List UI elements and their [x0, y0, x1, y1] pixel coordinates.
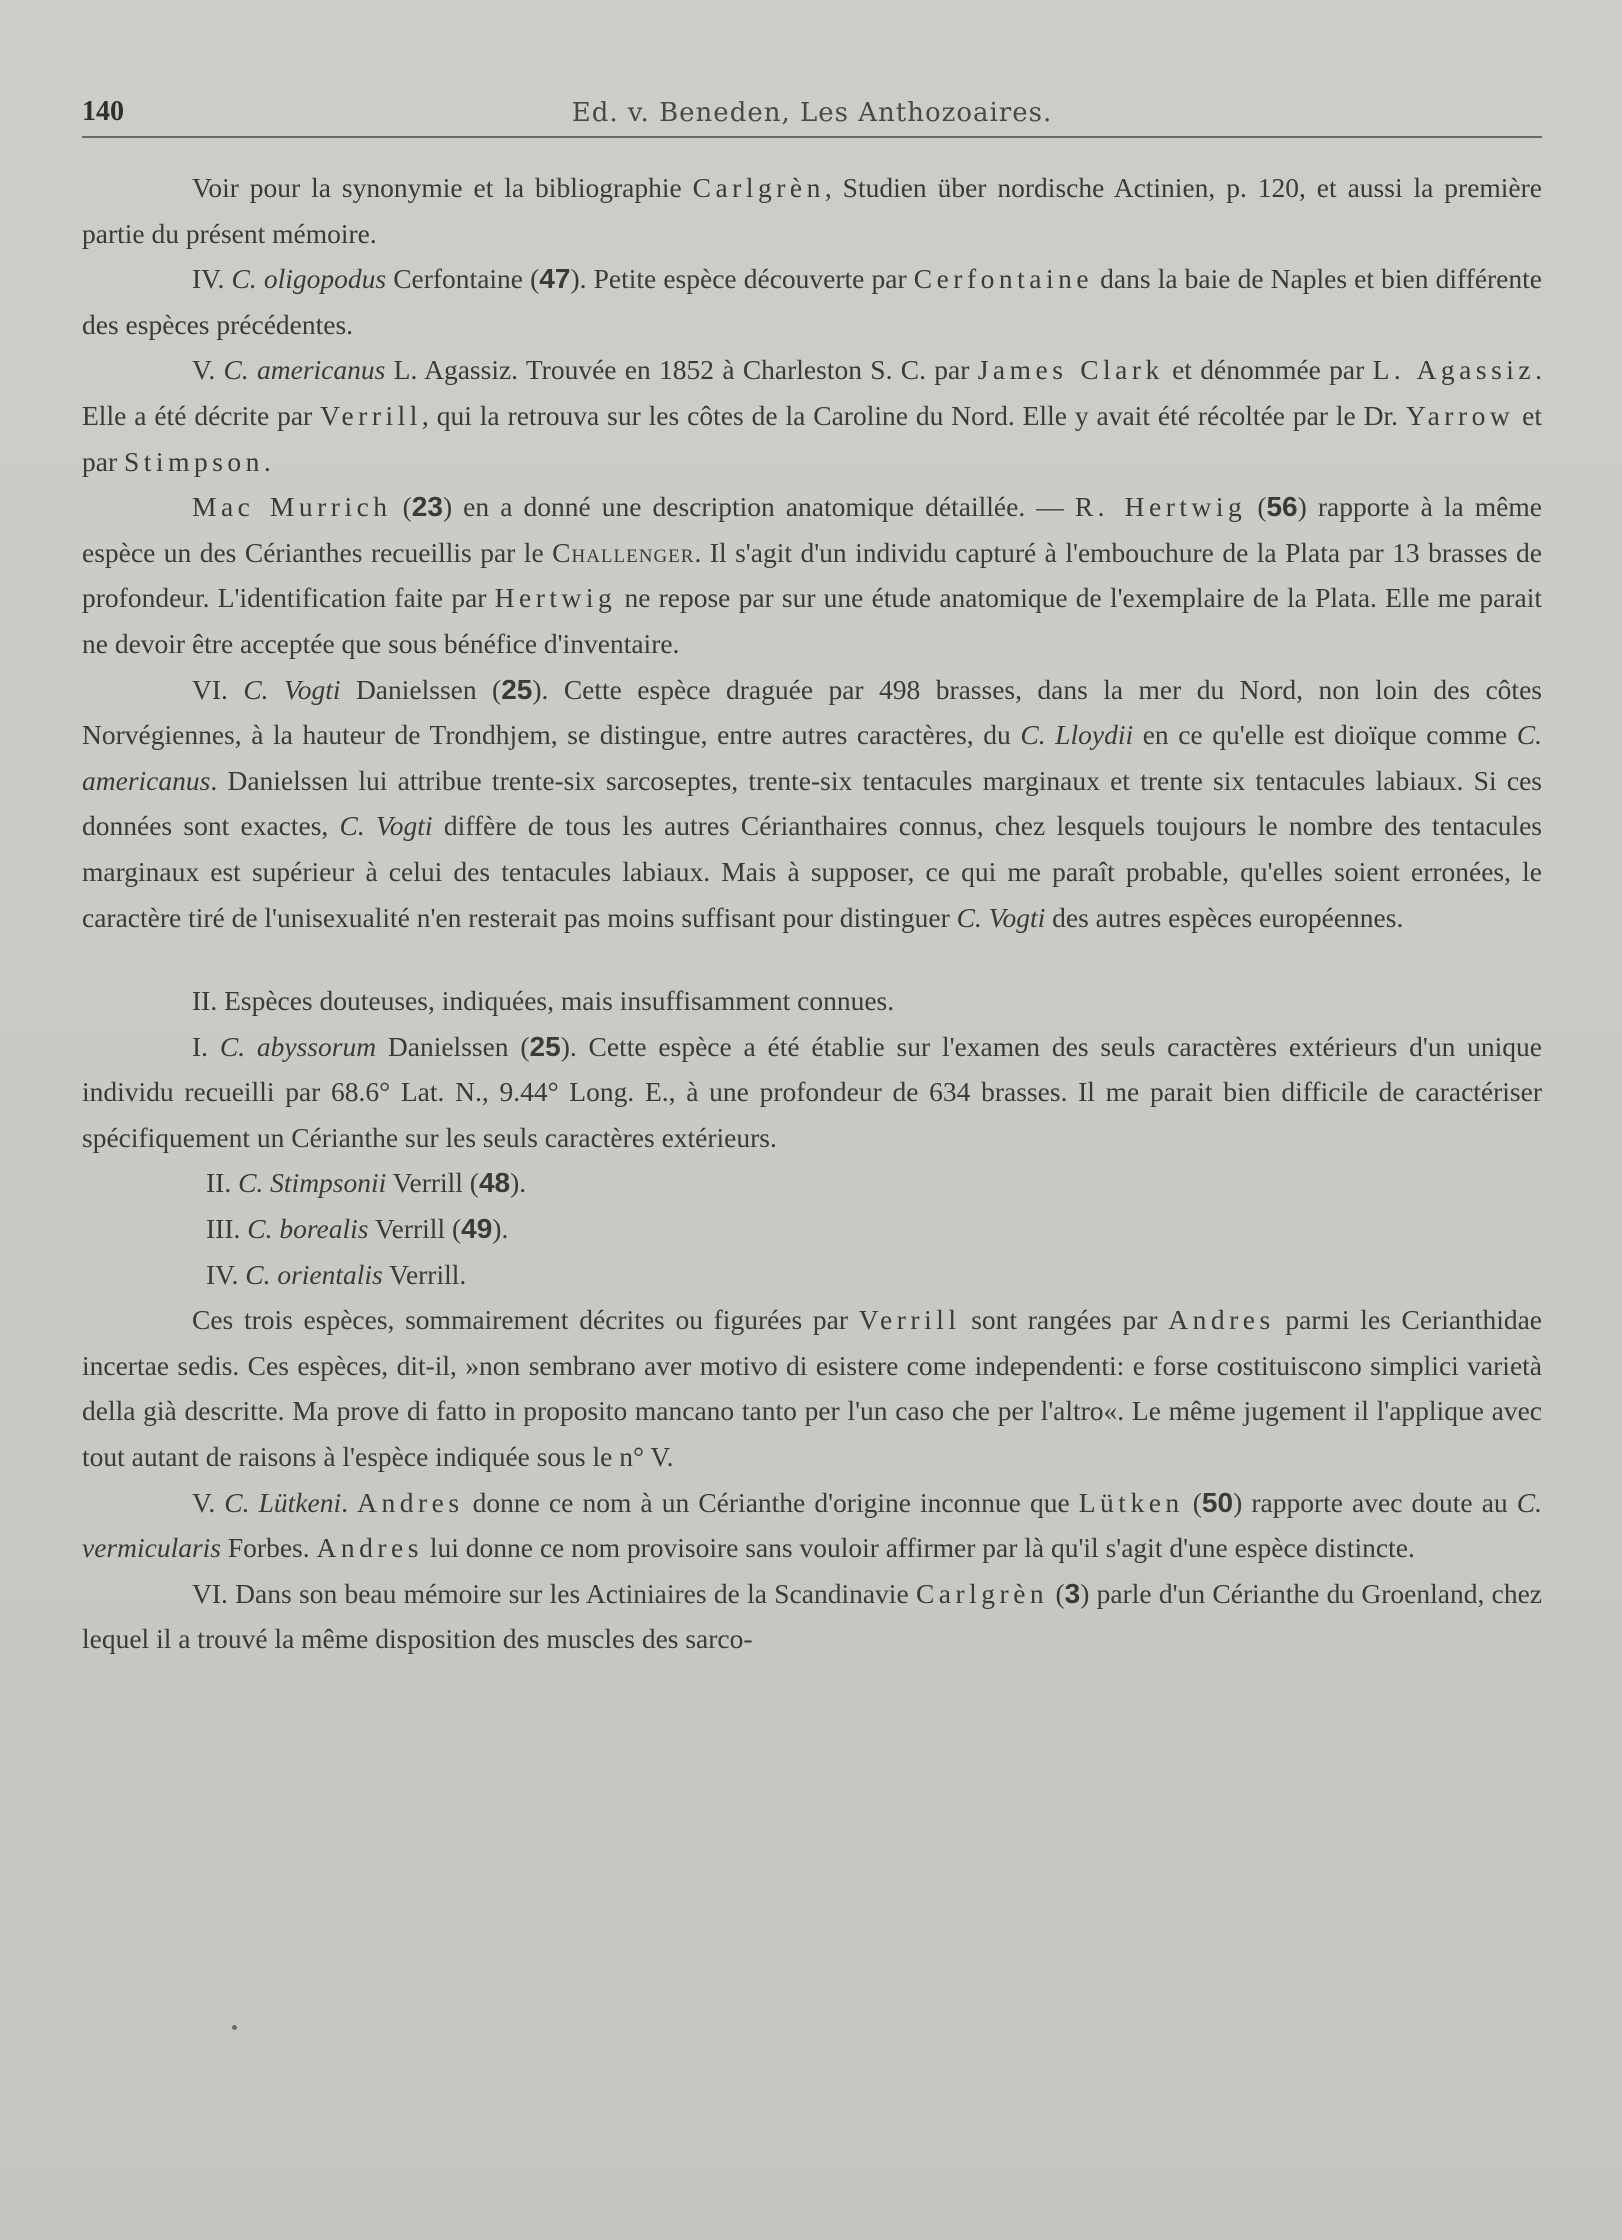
paragraph	[82, 1024, 1542, 1161]
text-run: . Elle a été décrite par	[82, 354, 1543, 431]
taxon-name: C. Vogti	[956, 901, 1046, 933]
print-speck	[232, 2025, 237, 2030]
taxon-name: C. orientalis	[245, 1258, 383, 1290]
text-run: III.	[206, 1213, 248, 1245]
text-run: Ces trois espèces, sommairement décrites ou figurées par	[192, 1304, 859, 1336]
text-run: Verrill (	[386, 1167, 479, 1199]
taxon-name: C. Lloydii	[1020, 719, 1134, 751]
author-name: L. Agassiz	[1372, 354, 1536, 386]
text-run: Challenger	[552, 536, 695, 568]
author-name: Lütken	[1078, 1486, 1184, 1518]
paragraph	[82, 1160, 1542, 1206]
author-name: James Clark	[977, 354, 1164, 386]
text-run: . Il s'agit d'un individu capturé à l'embouchure de la Plata par 13 brasses de profondeur. L'identification faite par	[82, 536, 1542, 614]
author-name: Carlgrèn	[915, 1577, 1049, 1609]
paragraph	[82, 1571, 1542, 1662]
author-name: Andres	[1168, 1304, 1275, 1336]
paragraph	[82, 1252, 1542, 1298]
text-run: II.	[206, 1167, 239, 1199]
text-run: ) rapporte avec doute au	[1233, 1486, 1517, 1518]
paragraph	[82, 667, 1542, 941]
taxon-name: C. Lütkeni	[224, 1486, 342, 1518]
text-run: (	[1246, 491, 1267, 523]
text-run: , qui la retrouva sur les côtes de la Caroline du Nord. Elle y avait été récoltée par le Dr.	[421, 399, 1406, 431]
text-run: (	[391, 491, 412, 523]
taxon-name: C. Vogti	[243, 673, 341, 705]
text-run: ) parle d'un Cérianthe du Groenland, chez lequel il a trouvé la même disposition des muscles des sarco-	[82, 1577, 1542, 1655]
reference-number: 49	[461, 1213, 493, 1245]
author-name: Mac Murrich	[192, 491, 392, 523]
reference-number: 56	[1266, 491, 1298, 523]
paragraph	[82, 347, 1542, 484]
text-run: ). Cette espèce draguée par 498 brasses, dans la mer du Nord, non loin des côtes Norvégiennes, à la hauteur de Trondhjem, se distingue, entre autres caractères, du	[82, 673, 1542, 751]
taxon-name: C. Stimpsonii	[238, 1167, 387, 1199]
text-run: II. Espèces douteuses, indiquées, mais insuffisamment connues.	[192, 985, 895, 1017]
paragraph	[82, 978, 1542, 1024]
text-run: ).	[492, 1213, 509, 1245]
author-name: R. Hertwig	[1074, 491, 1247, 523]
taxon-name: C. borealis	[247, 1213, 369, 1245]
taxon-name: C. americanus	[223, 354, 386, 386]
text-run: ) en a donné une description anatomique détaillée. —	[442, 491, 1075, 523]
paragraph	[82, 484, 1542, 666]
author-name: Andres	[357, 1486, 464, 1518]
text-run: lui donne ce nom provisoire sans vouloir affirmer par là qu'il s'agit d'une espèce distincte.	[422, 1532, 1415, 1564]
text-run: sont rangées par	[960, 1304, 1169, 1336]
reference-number: 3	[1064, 1577, 1081, 1609]
paragraph	[82, 1206, 1542, 1252]
taxon-name: C. Vogti	[339, 810, 433, 842]
text-run: , Studien über nordische Actinien, p. 120, et aussi la première partie du présent mémoire.	[82, 172, 1542, 249]
text-run: V.	[192, 1486, 225, 1518]
text-run: .	[341, 1486, 358, 1518]
paragraph	[82, 256, 1542, 347]
text-run: Danielssen (	[340, 673, 502, 705]
page-number: 140	[82, 96, 124, 127]
text-run: I.	[192, 1030, 220, 1062]
reference-number: 25	[501, 673, 533, 705]
text-run: ) rapporte à la même espèce un des Cérianthes recueillis par le	[82, 491, 1542, 568]
text-run: IV.	[206, 1258, 246, 1290]
text-run: (	[1048, 1577, 1065, 1609]
taxon-name: C. abyssorum	[219, 1030, 377, 1062]
author-name: Verrill	[320, 399, 422, 431]
reference-number: 23	[411, 491, 443, 523]
reference-number: 50	[1201, 1486, 1234, 1518]
text-run: des autres espèces européennes.	[1045, 901, 1404, 933]
author-name: Stimpson	[124, 445, 264, 477]
text-run: donne ce nom à un Cérianthe d'origine inconnue que	[463, 1486, 1079, 1518]
taxon-name: C. americanus	[82, 719, 1543, 796]
text-run: parmi les Cerianthidae incertae sedis. Ces espèces, dit-il, »non sembrano aver motivo di esistere come independenti: e forse costituiscono simplici varietà della già descritte. Ma prove di fatto in proposito mancano tanto per l'un caso che per l'altro«. Le même jugement il l'applique avec tout autant de raisons à l'espèce indiquée sous le n° V.	[82, 1304, 1542, 1473]
reference-number: 25	[529, 1030, 561, 1062]
reference-number: 47	[539, 263, 571, 295]
paragraph	[82, 1480, 1542, 1571]
text-run: L. Agassiz. Trouvée en 1852 à Charleston S. C. par	[385, 354, 978, 386]
author-name: Verrill	[858, 1304, 961, 1336]
text-run: Cerfontaine (	[386, 263, 540, 295]
taxon-name: C. oligopodus	[231, 263, 387, 295]
paragraph	[82, 165, 1542, 256]
running-head: Ed. v. Beneden, Les Anthozoaires.	[571, 98, 1053, 128]
text-run: IV.	[192, 263, 232, 295]
author-name: Hertwig	[494, 582, 617, 614]
text-run: ). Cette espèce a été établie sur l'examen des seuls caractères extérieurs d'un unique individu recueilli par 68.6° Lat. N., 9.44° Long. E., à une profondeur de 634 brasses. Il me parait bien difficile de caractériser spécifiquement un Cérianthe sur les seuls caractères extérieurs.	[82, 1030, 1542, 1153]
reference-number: 48	[478, 1167, 511, 1199]
text-run: . Danielssen lui attribue trente-six sarcoseptes, trente-six tentacules marginaux et trente six tentacules labiaux. Si ces données sont exactes,	[82, 764, 1542, 842]
text-run: Danielssen (	[376, 1030, 530, 1062]
taxon-name: C. vermicularis	[82, 1486, 1542, 1564]
author-name: Yarrow	[1405, 399, 1515, 431]
text-run: dans la baie de Naples et bien différente des espèces précédentes.	[82, 263, 1542, 340]
page-header	[82, 92, 1542, 138]
text-run: V.	[192, 354, 224, 386]
body-text	[82, 165, 1542, 1662]
text-run: et par	[82, 399, 1542, 477]
author-name: Andres	[316, 1532, 423, 1564]
paragraph	[82, 1297, 1542, 1479]
text-run: (	[1183, 1486, 1202, 1518]
text-run: diffère de tous les autres Cérianthaires connus, chez lesquels toujours le nombre des tentacules marginaux est supérieur à celui des tentacules labiaux. Mais à supposer, ce qui me paraît probable, qu'elles soient erronées, le caractère tiré de l'unisexualité n'en resterait pas moins suffisant pour distinguer	[82, 810, 1542, 933]
text-run: Verrill (	[368, 1213, 462, 1245]
text-run: en ce qu'elle est dioïque comme	[1133, 719, 1517, 751]
text-run: VI.	[192, 673, 244, 705]
text-run: Forbes.	[221, 1532, 317, 1564]
text-run: et dénommée par	[1163, 354, 1373, 386]
text-run: ne repose par sur une étude anatomique de l'exemplaire de la Plata. Elle me parait ne devoir être acceptée que sous bénéfice d'inventaire.	[82, 582, 1542, 659]
author-name: Carlgrèn	[692, 172, 825, 203]
text-run: Voir pour la synonymie et la bibliographie	[192, 172, 693, 203]
text-run: VI. Dans son beau mémoire sur les Actiniaires de la Scandinavie	[192, 1577, 916, 1609]
text-run: Verrill.	[382, 1258, 467, 1290]
text-run: .	[263, 445, 271, 477]
author-name: Cerfontaine	[913, 263, 1094, 295]
text-run: ).	[510, 1167, 527, 1199]
text-run: ). Petite espèce découverte par	[570, 263, 914, 295]
